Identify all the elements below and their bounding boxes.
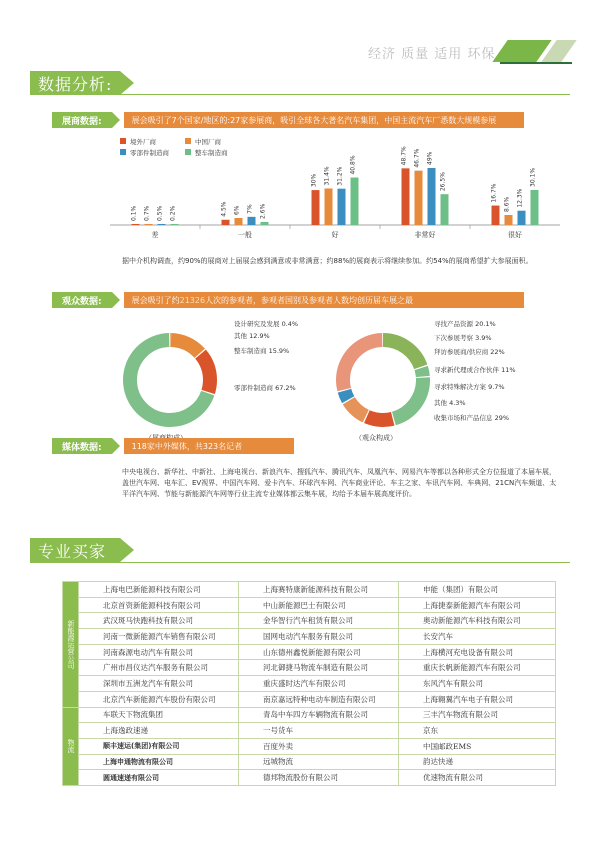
section-divider [30, 94, 570, 95]
bar-value-label: 40.8% [349, 155, 357, 175]
buyers-row [63, 770, 556, 786]
media-banner [52, 438, 294, 454]
media-label: 媒体数据: [52, 438, 112, 454]
x-tick-label: 差 [151, 231, 159, 239]
donut-vis-caption: （观众构成） [355, 434, 397, 442]
media-text: 中央电视台、新华社、中新社、上海电视台、新浪汽车、搜狐汽车、腾讯汽车、凤凰汽车、网易汽车等都以各种形式全方位报道了本届车展，盖世汽车网、电车汇、EV视界、中国汽车网、爱卡汽车、环球汽车网、汽车商业评论、车主之家、车讯汽车网、车典网、21CN汽车频道、太平洋汽车网、节能与新能源汽车网等行业主流专业媒体都云集车展，均给予本届车展高度评价。 [122, 468, 557, 498]
x-tick-label: 好 [331, 231, 339, 239]
buyer-name: 上海翱翼汽车电子有限公司 [399, 691, 556, 707]
buyer-name: 奥动新能源汽车科技有限公司 [399, 613, 556, 629]
buyer-name: 上海逸政速递 [79, 723, 239, 739]
legend-swatch [185, 138, 191, 144]
buyers-table [62, 581, 556, 786]
visitor-composition-donut [333, 330, 433, 430]
x-tick-label: 非常好 [414, 231, 436, 239]
media-arrow [112, 438, 120, 454]
buyer-name: 国网电动汽车服务有限公司 [239, 629, 399, 645]
exhibitor-composition-donut [120, 330, 220, 430]
bar-value-label: 48.7% [400, 146, 408, 166]
bar-value-label: 46.7% [413, 148, 421, 168]
visitors-summary-post: 人次的参观者，参观者国别及参观者人数均创历届车展之最 [205, 295, 414, 305]
buyer-name: 深圳市五洲龙汽车有限公司 [79, 676, 239, 692]
buyer-name: 河北御捷马物流车制造有限公司 [239, 660, 399, 676]
buyer-name: 上海捷泰新能源汽车有限公司 [399, 597, 556, 613]
bar [492, 206, 500, 225]
buyer-name: 圆通速递有限公司 [79, 770, 239, 786]
x-tick-label: 很好 [508, 231, 522, 239]
buyer-name: 山东德州鑫悦新能源有限公司 [239, 644, 399, 660]
header-slogan: 经济 质量 适用 环保 [368, 47, 496, 62]
buyer-name: 北京汽车新能源汽车股份有限公司 [79, 691, 239, 707]
bar-value-label: 31.2% [336, 166, 344, 186]
exhibitor-satisfaction-chart [110, 135, 560, 255]
buyer-name: 上海横河充电设备有限公司 [399, 644, 556, 660]
visitors-count: 21326 [179, 295, 206, 305]
buyer-name: 一号货车 [239, 723, 399, 739]
donut-legend-label: 其他 4.3% [434, 399, 466, 407]
exhibitors-note: 据中介机构调查，约90%的展商对上届展会感到满意或非常满意；约88%的展商表示将继续参加。约54%的展商希望扩大参展面积。 [122, 257, 533, 265]
buyer-name: 远城物流 [239, 754, 399, 770]
bar-value-label: 49% [426, 151, 434, 165]
buyer-name: 上海赛特康新能源科技有限公司 [239, 582, 399, 598]
donut-legend-label: 拜访参展商/供应商 22% [434, 348, 505, 356]
buyers-row [63, 660, 556, 676]
visitors-banner [52, 292, 524, 308]
buyer-name: 上海电巴新能源科技有限公司 [79, 582, 239, 598]
bar [132, 224, 140, 225]
buyer-name: 顺丰速运(集团)有限公司 [79, 738, 239, 754]
buyer-name: 百度外卖 [239, 738, 399, 754]
bar [158, 224, 166, 225]
donut-legend-label: 寻求新代理或合作伙伴 11% [434, 366, 516, 374]
bar [415, 171, 423, 225]
donut-legend-label: 寻找产品资源 20.1% [434, 320, 496, 328]
bar-value-label: 6% [233, 205, 241, 216]
bar-value-label: 4.5% [220, 201, 228, 217]
buyer-name: 京东 [399, 723, 556, 739]
visitors-summary [124, 292, 524, 308]
legend-label: 中国厂商 [195, 138, 221, 146]
exhibitors-arrow [112, 112, 120, 128]
legend-entry [185, 137, 222, 146]
buyers-row [63, 723, 556, 739]
buyers-row [63, 613, 556, 629]
bar [312, 190, 320, 225]
legend-label: 境外厂商 [130, 138, 156, 146]
donut-legend-label: 下次参展考察 3.9% [434, 334, 492, 342]
buyer-name: 申能（集团）有限公司 [399, 582, 556, 598]
bar-value-label: 30% [310, 173, 318, 188]
buyers-row [63, 629, 556, 645]
buyers-category: 新能源运营公司 [63, 582, 79, 708]
buyers-row [63, 676, 556, 692]
bar-value-label: 0.2% [169, 205, 177, 221]
buyer-name: 上海申通物流有限公司 [79, 754, 239, 770]
bar-value-label: 0.7% [143, 205, 151, 221]
visitors-arrow [112, 292, 120, 308]
buyer-name: 广州市昌仪达汽车服务有限公司 [79, 660, 239, 676]
legend-entry [120, 137, 157, 146]
donut-legend-label: 设计研究及发展 0.4% [234, 320, 299, 328]
donut-legend-label: 寻求特殊解决方案 9.7% [434, 383, 505, 391]
bar-value-label: 0.1% [130, 205, 138, 221]
bar [518, 211, 526, 225]
x-tick-label: 一般 [238, 231, 252, 239]
exhibitors-banner [52, 112, 524, 128]
buyer-name: 青岛中车四方车辆物流有限公司 [239, 707, 399, 723]
bar [402, 168, 410, 225]
legend-swatch [120, 138, 126, 144]
bar [505, 215, 513, 225]
buyer-name: 金华智行汽车租赁有限公司 [239, 613, 399, 629]
buyers-row [63, 691, 556, 707]
bar [261, 222, 269, 225]
bar [351, 178, 359, 225]
bar [531, 190, 539, 225]
bar [222, 220, 230, 225]
legend-label: 整车制造商 [195, 149, 228, 157]
buyer-name: 三丰汽车物流有限公司 [399, 707, 556, 723]
exhibitors-label: 展商数据: [52, 112, 112, 128]
bar-value-label: 7% [246, 204, 254, 214]
bar [338, 189, 346, 225]
media-summary: 118家中外媒体，共323名记者 [124, 438, 294, 454]
donut-legend-label: 其他 12.9% [234, 332, 270, 340]
buyer-name: 中山新能源巴士有限公司 [239, 597, 399, 613]
buyers-row [63, 738, 556, 754]
buyer-name: 重庆盛时达汽车有限公司 [239, 676, 399, 692]
buyer-name: 中国邮政EMS [399, 738, 556, 754]
buyer-name: 河南森源电动汽车有限公司 [79, 644, 239, 660]
exhibitors-summary: 展会吸引了7个国家/地区的:27家参展商，吸引全球各大著名汽车集团，中国主流汽车厂悉数大规模参展 [124, 112, 524, 128]
bar-value-label: 16.7% [490, 183, 498, 203]
legend-entry [120, 148, 170, 157]
buyer-name: 优速物流有限公司 [399, 770, 556, 786]
buyers-row [63, 707, 556, 723]
donut-legend-label: 整车制造商 15.9% [234, 347, 290, 355]
buyer-name: 车联天下物流集团 [79, 707, 239, 723]
buyer-name: 河南一微新能源汽车销售有限公司 [79, 629, 239, 645]
buyers-row [63, 597, 556, 613]
bar-value-label: 2.6% [259, 203, 267, 219]
legend-swatch [185, 149, 191, 155]
bar-value-label: 8.6% [503, 196, 511, 212]
buyers-row [63, 582, 556, 598]
buyer-name: 重庆长帆新能源汽车有限公司 [399, 660, 556, 676]
buyer-name: 南京嘉远特种电动车制造有限公司 [239, 691, 399, 707]
donut-legend-label: 收集市场和产品信息 29% [434, 414, 510, 422]
buyer-name: 东风汽车有限公司 [399, 676, 556, 692]
section-divider-buyers [30, 562, 570, 563]
bar-value-label: 12.3% [516, 188, 524, 208]
legend-label: 零部件制造商 [130, 149, 169, 157]
buyer-name: 韵达快递 [399, 754, 556, 770]
buyers-row [63, 644, 556, 660]
buyer-name: 北京首资新能源科技有限公司 [79, 597, 239, 613]
buyer-name: 长安汽车 [399, 629, 556, 645]
legend-swatch [120, 149, 126, 155]
section-title-analysis: 数据分析: [30, 71, 120, 95]
bar [248, 217, 256, 225]
bar [171, 224, 179, 225]
bar [325, 188, 333, 225]
section-title-buyers: 专业买家 [30, 538, 120, 562]
buyer-name: 德邦物流股份有限公司 [239, 770, 399, 786]
bar-value-label: 0.5% [156, 205, 164, 221]
visitors-summary-pre: 展会吸引了约 [131, 295, 180, 305]
header-deco-line [500, 62, 572, 64]
bar-value-label: 30.1% [529, 167, 537, 187]
bar-value-label: 26.5% [439, 172, 447, 192]
bar [441, 194, 449, 225]
legend-entry [185, 148, 228, 157]
buyer-name: 武汉斑马快跑科技有限公司 [79, 613, 239, 629]
buyers-category: 物流 [63, 707, 79, 785]
donut-legend-label: 零部件制造商 67.2% [234, 384, 296, 392]
buyers-row [63, 754, 556, 770]
bar-value-label: 31.4% [323, 166, 331, 186]
bar [145, 224, 153, 225]
visitors-label: 观众数据: [52, 292, 112, 308]
bar [428, 168, 436, 225]
bar [235, 218, 243, 225]
